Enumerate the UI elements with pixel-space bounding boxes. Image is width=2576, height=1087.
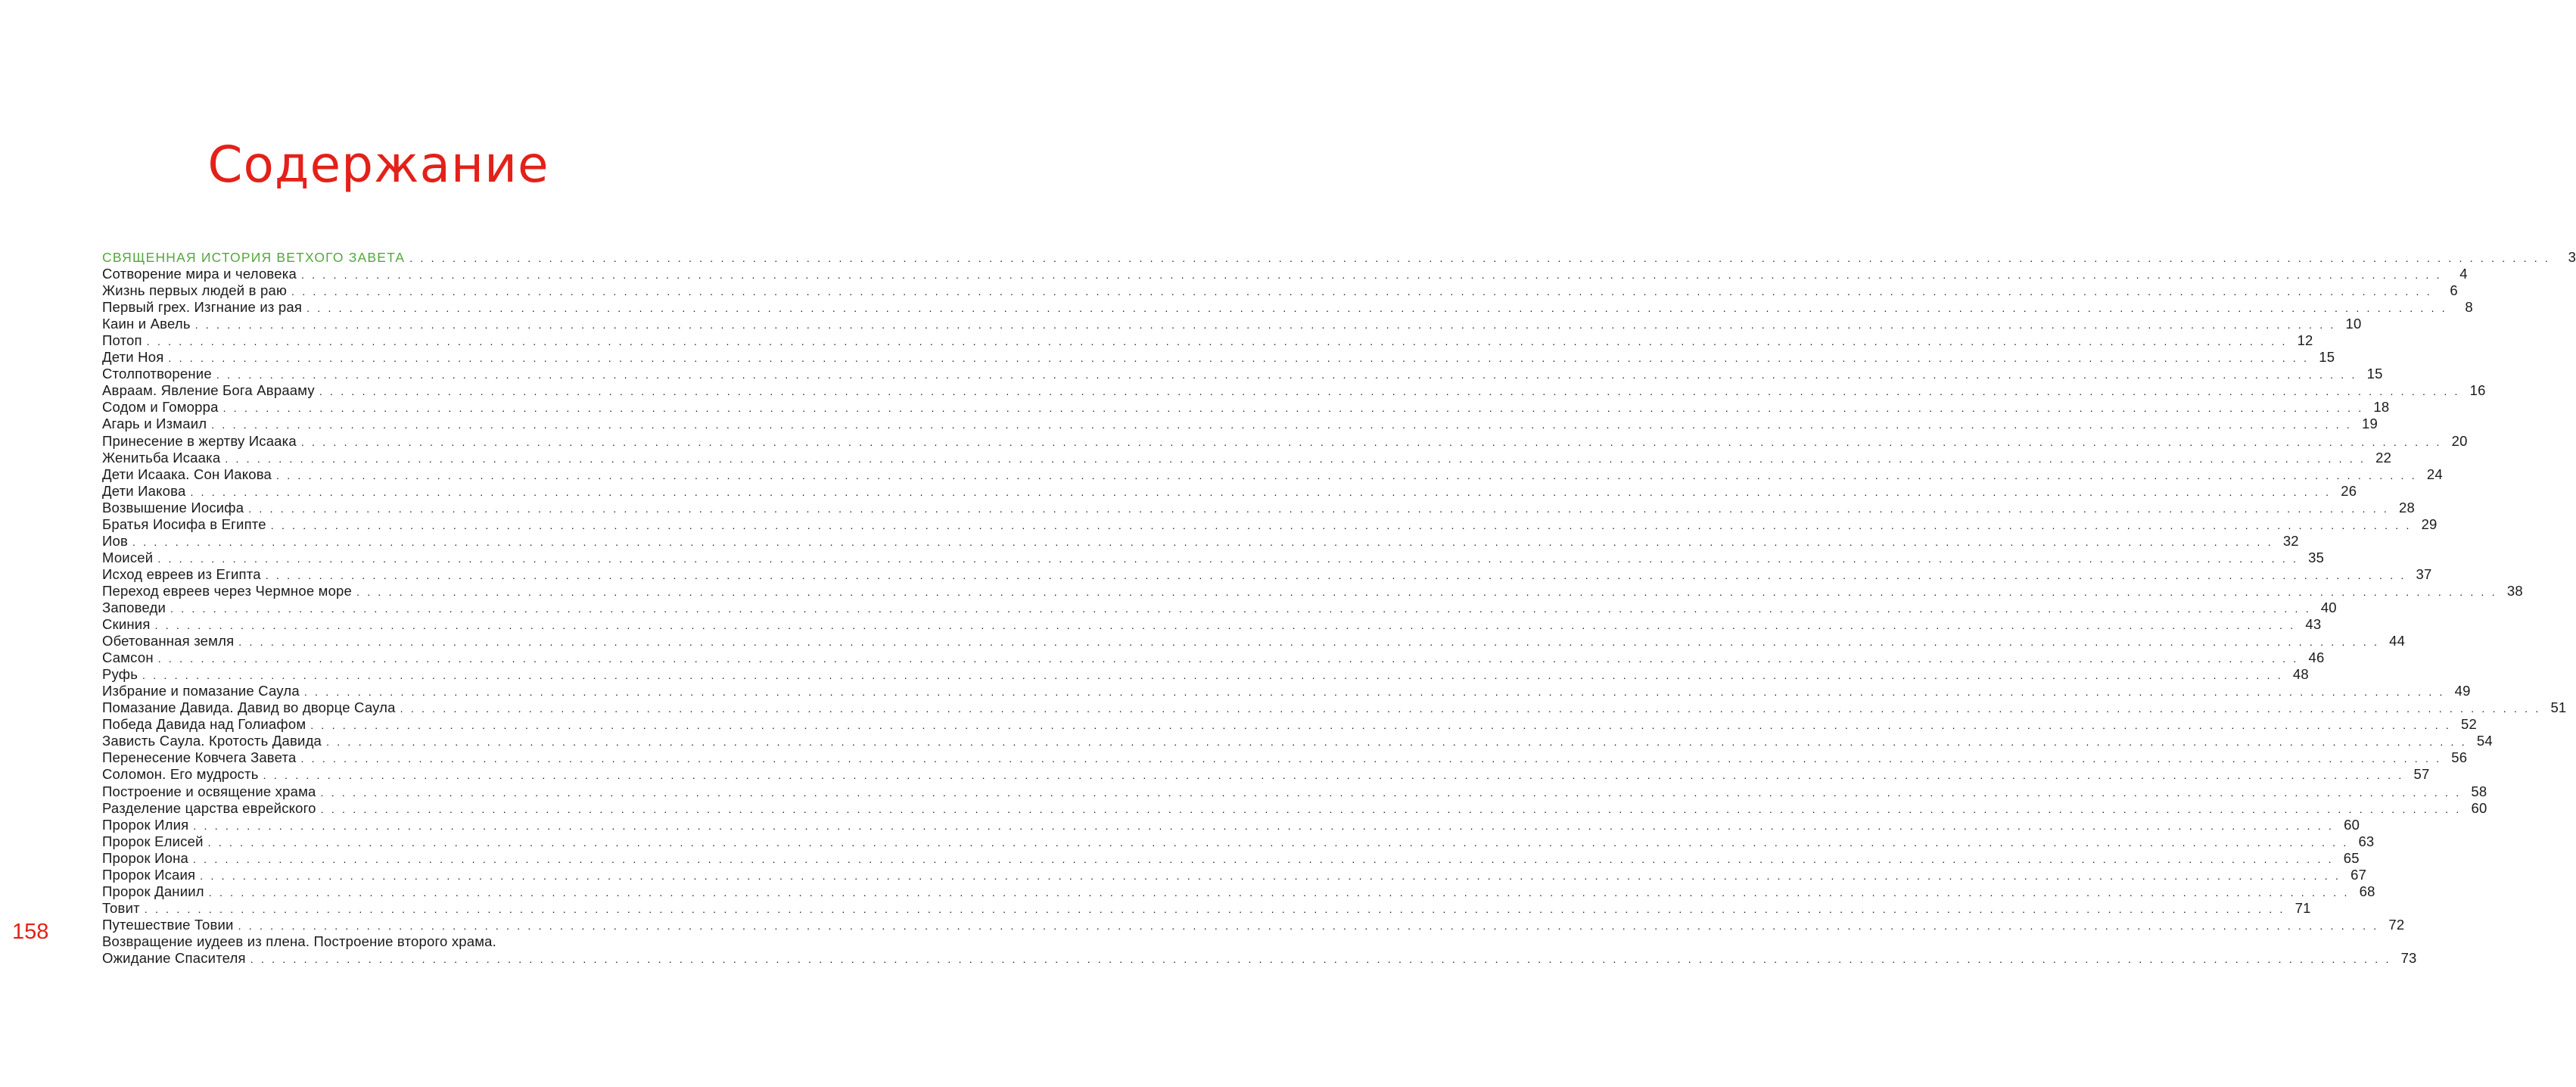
dot-leader: . . . . . . . . . . . . . . . . . . . . . . . . . . . . . . . . . . . . . . . . . . . . . . . . . . . . . . . . . . . . . . . . . . . . . . . . . . . . . . . . . . . . . . . . . . . . . . . . . . . . . . . . . . . . . . . . . . . . . . . . . . . . . . . . . . . . . . . . . . . . . . . . . . . . . . . . . . . . . . . . . . . . . . . . . . . . . . . . . . . . . . . . . . . . . . . . . . . . . . . . xyxy=(300,752,2442,765)
dot-leader: . . . . . . . . . . . . . . . . . . . . . . . . . . . . . . . . . . . . . . . . . . . . . . . . . . . . . . . . . . . . . . . . . . . . . . . . . . . . . . . . . . . . . . . . . . . . . . . . . . . . . . . . . . . . . . . . . . . . . . . . . . . . . . . . . . . . . . . . . . . . . . . . . . . . . . . . . . . . . . . . . . . . . . . . . . . . . . . . . . . . . . . . . . . . . . . . . . . . . . . . xyxy=(248,502,2389,515)
dot-leader: . . . . . . . . . . . . . . . . . . . . . . . . . . . . . . . . . . . . . . . . . . . . . . . . . . . . . . . . . . . . . . . . . . . . . . . . . . . . . . . . . . . . . . . . . . . . . . . . . . . . . . . . . . . . . . . . . . . . . . . . . . . . . . . . . . . . . . . . . . . . . . . . . . . . . . . . . . . . . . . . . . . . . . . . . . . . . . . . . . . . . . . . . . . . . . . . . . . . . . . . xyxy=(142,669,2283,682)
dot-leader: . . . . . . . . . . . . . . . . . . . . . . . . . . . . . . . . . . . . . . . . . . . . . . . . . . . . . . . . . . . . . . . . . . . . . . . . . . . . . . . . . . . . . . . . . . . . . . . . . . . . . . . . . . . . . . . . . . . . . . . . . . . . . . . . . . . . . . . . . . . . . . . . . . . . . . . . . . . . . . . . . . . . . . . . . . . . . . . . . . . . . . . . . . . . . . . . . . . . . . . . xyxy=(190,485,2332,498)
dot-leader: . . . . . . . . . . . . . . . . . . . . . . . . . . . . . . . . . . . . . . . . . . . . . . . . . . . . . . . . . . . . . . . . . . . . . . . . . . . . . . . . . . . . . . . . . . . . . . . . . . . . . . . . . . . . . . . . . . . . . . . . . . . . . . . . . . . . . . . . . . . . . . . . . . . . . . . . . . . . . . . . . . . . . . . . . . . . . . . . . . . . . . . . . . . . . . . . . . . . . . . . xyxy=(193,819,2335,832)
toc-entry xyxy=(102,949,2417,967)
dot-leader: . . . . . . . . . . . . . . . . . . . . . . . . . . . . . . . . . . . . . . . . . . . . . . . . . . . . . . . . . . . . . . . . . . . . . . . . . . . . . . . . . . . . . . . . . . . . . . . . . . . . . . . . . . . . . . . . . . . . . . . . . . . . . . . . . . . . . . . . . . . . . . . . . . . . . . . . . . . . . . . . . . . . . . . . . . . . . . . . . . . . . . . . . . . . . . . . . . . . . . . . xyxy=(132,535,2273,548)
toc-entry-page: 68 xyxy=(2359,883,2375,899)
dot-leader: . . . . . . . . . . . . . . . . . . . . . . . . . . . . . . . . . . . . . . . . . . . . . . . . . . . . . . . . . . . . . . . . . . . . . . . . . . . . . . . . . . . . . . . . . . . . . . . . . . . . . . . . . . . . . . . . . . . . . . . . . . . . . . . . . . . . . . . . . . . . . . . . . . . . . . . . . . . . . . . . . . . . . . . . . . . . . . . . . . . . . . . . . . . . . . . . . . . . . . . . xyxy=(320,786,2462,799)
toc-entry-title: Руфь xyxy=(102,666,138,683)
toc-entry-title: Жизнь первых людей в раю xyxy=(102,282,288,299)
toc-entry xyxy=(102,282,2458,299)
toc-entry-page: 48 xyxy=(2292,666,2309,683)
toc-entry xyxy=(102,716,2478,733)
page-title: Содержание xyxy=(207,135,549,194)
dot-leader: . . . . . . . . . . . . . . . . . . . . . . . . . . . . . . . . . . . . . . . . . . . . . . . . . . . . . . . . . . . . . . . . . . . . . . . . . . . . . . . . . . . . . . . . . . . . . . . . . . . . . . . . . . . . . . . . . . . . . . . . . . . . . . . . . . . . . . . . . . . . . . . . . . . . . . . . . . . . . . . . . . . . . . . . . . . . . . . . . . . . . . . . . . . . . . . . . . . . . . . . xyxy=(306,302,2447,315)
toc-entry-title: Пророк Илия xyxy=(102,816,189,833)
toc-entry-title: Дети Иакова xyxy=(102,482,186,499)
toc-entry xyxy=(102,616,2322,633)
toc-entry-title: Товит xyxy=(102,899,140,916)
toc-entry-title: Разделение царства еврейского xyxy=(102,799,316,816)
toc-entry-title: Авраам. Явление Бога Аврааму xyxy=(102,382,315,399)
toc-entry-page: 19 xyxy=(2362,416,2378,432)
toc-entry-page: 15 xyxy=(2319,349,2335,366)
toc-entry-title: Иов xyxy=(102,532,129,549)
toc-entry xyxy=(102,482,2357,500)
toc-entry-title: Избрание и помазание Саула xyxy=(102,683,300,699)
toc-entry-title: Моисей xyxy=(102,549,154,565)
dot-leader: . . . . . . . . . . . . . . . . . . . . . . . . . . . . . . . . . . . . . . . . . . . . . . . . . . . . . . . . . . . . . . . . . . . . . . . . . . . . . . . . . . . . . . . . . . . . . . . . . . . . . . . . . . . . . . . . . . . . . . . . . . . . . . . . . . . . . . . . . . . . . . . . . . . . . . . . . . . . . . . . . . . . . . . . . . . . . . . . . . . . . . . . . . . . . . . . . . . . . . . . xyxy=(208,886,2350,899)
toc-entry xyxy=(102,849,2360,867)
toc-entry xyxy=(102,416,2378,432)
toc-entry-page: 44 xyxy=(2389,633,2406,649)
toc-entry xyxy=(102,783,2487,800)
dot-leader: . . . . . . . . . . . . . . . . . . . . . . . . . . . . . . . . . . . . . . . . . . . . . . . . . . . . . . . . . . . . . . . . . . . . . . . . . . . . . . . . . . . . . . . . . . . . . . . . . . . . . . . . . . . . . . . . . . . . . . . . . . . . . . . . . . . . . . . . . . . . . . . . . . . . . . . . . . . . . . . . . . . . . . . . . . . . . . . . . . . . . . . . . . . . . . . . . . . . . . . . xyxy=(146,335,2288,348)
toc-entry-title: СВЯЩЕННАЯ ИСТОРИЯ ВЕТХОГО ЗАВЕТА xyxy=(102,250,406,265)
toc-entry-page: 60 xyxy=(2471,799,2487,816)
toc-entry xyxy=(102,316,2362,332)
toc-entry xyxy=(102,549,2325,566)
toc-entry-title: Построение и освящение храма xyxy=(102,783,316,799)
toc-entry-page: 38 xyxy=(2506,582,2523,599)
toc-entry xyxy=(102,382,2486,399)
toc-entry xyxy=(102,532,2299,550)
toc-entry-title: Содом и Гоморра xyxy=(102,399,219,416)
toc-entry xyxy=(102,766,2430,783)
toc-entry-page: 18 xyxy=(2373,399,2390,416)
toc-entry xyxy=(102,933,674,950)
toc-entry-page: 8 xyxy=(2465,299,2473,316)
toc-entry-page: 29 xyxy=(2421,515,2438,532)
toc-entry xyxy=(102,449,2392,466)
toc-entry xyxy=(102,899,2311,917)
dot-leader: . . . . . . . . . . . . . . . . . . . . . . . . . . . . . . . . . . . . . . . . . . . . . . . . . . . . . . . . . . . . . . . . . . . . . . . . . . . . . . . . . . . . . . . . . . . . . . . . . . . . . . . . . . . . . . . . . . . . . . . . . . . . . . . . . . . . . . . . . . . . . . . . . . . . . . . . . . . . . . . . . . . . . . . . . . . . . . . . . . . . . . . . . . . . . . . . . . . . . . . . xyxy=(144,902,2285,915)
toc-entry-page: 71 xyxy=(2294,899,2311,916)
toc-entry-title: Агарь и Измаил xyxy=(102,416,207,432)
toc-entry-title: Путешествие Товии xyxy=(102,916,234,933)
toc-entry-title: Первый грех. Изгнание из рая xyxy=(102,299,303,316)
toc-entry-title: Братья Иосифа в Египте xyxy=(102,515,266,532)
toc-entry-page: 65 xyxy=(2343,849,2360,866)
toc-entry-title: Победа Давида над Голиафом xyxy=(102,716,306,733)
dot-leader: . . . . . . . . . . . . . . . . . . . . . . . . . . . . . . . . . . . . . . . . . . . . . . . . . . . . . . . . . . . . . . . . . . . . . . . . . . . . . . . . . . . . . . . . . . . . . . . . . . . . . . . . . . . . . . . . . . . . . . . . . . . . . . . . . . . . . . . . . . . . . . . . . . . . . . . . . . . . . . . . . . . . . . . . . . . . . . . . . . . . . . . . . . . . . . . . . . . . . . . . xyxy=(168,352,2310,365)
toc-entry xyxy=(102,515,2438,533)
toc-entry-title: Скиния xyxy=(102,616,151,633)
toc-entry-page: 52 xyxy=(2461,716,2478,733)
toc-entry xyxy=(102,599,2337,616)
toc-entry-page: 32 xyxy=(2282,532,2299,549)
toc-entry xyxy=(102,749,2468,766)
toc-entry-page: 51 xyxy=(2550,699,2567,716)
toc-entry-title: Самсон xyxy=(102,649,154,666)
dot-leader: . . . . . . . . . . . . . . . . . . . . . . . . . . . . . . . . . . . . . . . . . . . . . . . . . . . . . . . . . . . . . . . . . . . . . . . . . . . . . . . . . . . . . . . . . . . . . . . . . . . . . . . . . . . . . . . . . . . . . . . . . . . . . . . . . . . . . . . . . . . . . . . . . . . . . . . . . . . . . . . . . . . . . . . . . . . . . . . . . . . . . . . . . . . . . . . . . . . . . . . . xyxy=(207,836,2349,849)
dot-leader: . . . . . . . . . . . . . . . . . . . . . . . . . . . . . . . . . . . . . . . . . . . . . . . . . . . . . . . . . . . . . . . . . . . . . . . . . . . . . . . . . . . . . . . . . . . . . . . . . . . . . . . . . . . . . . . . . . . . . . . . . . . . . . . . . . . . . . . . . . . . . . . . . . . . . . . . . . . . . . . . . . . . . . . . . . . . . . . . . . . . . . . . . . . . . . . . . . . . . . . . xyxy=(320,802,2462,815)
dot-leader: . . . . . . . . . . . . . . . . . . . . . . . . . . . . . . . . . . . . . . . . . . . . . . . . . . . . . . . . . . . . . . . . . . . . . . . . . . . . . . . . . . . . . . . . . . . . . . . . . . . . . . . . . . . . . . . . . . . . . . . . . . . . . . . . . . . . . . . . . . . . . . . . . . . . . . . . . . . . . . . . . . . . . . . . . . . . . . . . . . . . . . . . . . . . . . . . . . . . . . . . xyxy=(238,919,2379,932)
dot-leader: . . . . . . . . . . . . . . . . . . . . . . . . . . . . . . . . . . . . . . . . . . . . . . . . . . . . . . . . . . . . . . . . . . . . . . . . . . . . . . . . . . . . . . . . . . . . . . . . . . . . . . . . . . . . . . . . . . . . . . . . . . . . . . . . . . . . . . . . . . . . . . . . . . . . . . . . . . . . . . . . . . . . . . . . . . . . . . . . . . . . . . . . . . . . . . . . . . . . . . . . xyxy=(326,736,2467,749)
toc-entry-page: 22 xyxy=(2375,449,2392,466)
toc-entry xyxy=(102,633,2406,649)
toc-entry-page: 43 xyxy=(2305,616,2322,633)
toc-entry-page: 3 xyxy=(2568,249,2576,265)
toc-entry-page: 73 xyxy=(2400,949,2417,966)
dot-leader: . . . . . . . . . . . . . . . . . . . . . . . . . . . . . . . . . . . . . . . . . . . . . . . . . . . . . . . . . . . . . . . . . . . . . . . . . . . . . . . . . . . . . . . . . . . . . . . . . . . . . . . . . . . . . . . . . . . . . . . . . . . . . . . . . . . . . . . . . . . . . . . . . . . . . . . . . . . . . . . . . . . . . . . . . . . . . . . . . . . . . . . . . . . . . . . . . . . . . . . . xyxy=(157,552,2299,565)
toc-entry-title: Заповеди xyxy=(102,599,166,615)
toc-entry-title: Женитьба Исаака xyxy=(102,449,221,466)
dot-leader: . . . . . . . . . . . . . . . . . . . . . . . . . . . . . . . . . . . . . . . . . . . . . . . . . . . . . . . . . . . . . . . . . . . . . . . . . . . . . . . . . . . . . . . . . . . . . . . . . . . . . . . . . . . . . . . . . . . . . . . . . . . . . . . . . . . . . . . . . . . . . . . . . . . . . . . . . . . . . . . . . . . . . . . . . . . . . . . . . . . . . . . . . . . . . . . . . . . . . . . . xyxy=(194,319,2336,332)
toc-entry-title: Пророк Даниил xyxy=(102,883,204,899)
toc-entry xyxy=(102,833,2375,850)
toc-entry-page: 10 xyxy=(2345,316,2362,332)
toc-entry xyxy=(102,649,2325,666)
dot-leader: . . . . . . . . . . . . . . . . . . . . . . . . . . . . . . . . . . . . . . . . . . . . . . . . . . . . . . . . . . . . . . . . . . . . . . . . . . . . . . . . . . . . . . . . . . . . . . . . . . . . . . . . . . . . . . . . . . . . . . . . . . . . . . . . . . . . . . . . . . . . . . . . . . . . . . . . . . . . . . . . . . . . . . . . . . . . . . . . . . . . . . . . . . . . . . . . . . . . . . . . xyxy=(222,402,2364,415)
dot-leader: . . . . . . . . . . . . . . . . . . . . . . . . . . . . . . . . . . . . . . . . . . . . . . . . . . . . . . . . . . . . . . . . . . . . . . . . . . . . . . . . . . . . . . . . . . . . . . . . . . . . . . . . . . . . . . . . . . . . . . . . . . . . . . . . . . . . . . . . . . . . . . . . . . . . . . . . . . . . . . . . . . . . . . . . . . . . . . . . . . . . . . . . . . . . . . . . . . . . . . . . xyxy=(400,702,2541,715)
toc-entry-page: 37 xyxy=(2416,565,2432,582)
dot-leader: . . . . . . . . . . . . . . . . . . . . . . . . . . . . . . . . . . . . . . . . . . . . . . . . . . . . . . . . . . . . . . . . . . . . . . . . . . . . . . . . . . . . . . . . . . . . . . . . . . . . . . . . . . . . . . . . . . . . . . . . . . . . . . . . . . . . . . . . . . . . . . . . . . . . . . . . . . . . . . . . . . . . . . . . . . . . . . . . . . . . . . . . . . . . . . . . . . . . . . . . xyxy=(291,285,2432,298)
toc-entry xyxy=(102,499,2415,516)
toc-entry-title: Каин и Авель xyxy=(102,316,191,332)
toc-entry xyxy=(102,666,2309,683)
dot-leader: . . . . . . . . . . . . . . . . . . . . . . . . . . . . . . . . . . . . . . . . . . . . . . . . . . . . . . . . . . . . . . . . . . . . . . . . . . . . . . . . . . . . . . . . . . . . . . . . . . . . . . . . . . . . . . . . . . . . . . . . . . . . . . . . . . . . . . . . . . . . . . . . . . . . . . . . . . . . . . . . . . . . . . . . . . . . . . . . . . . . . . . . . . . . . . . . . . . . . . . . xyxy=(265,568,2406,581)
table-of-contents xyxy=(102,249,2576,967)
toc-entry-title: Ожидание Спасителя xyxy=(102,949,246,966)
dot-leader: . . . . . . . . . . . . . . . . . . . . . . . . . . . . . . . . . . . . . . . . . . . . . . . . . . . . . . . . . . . . . . . . . . . . . . . . . . . . . . . . . . . . . . . . . . . . . . . . . . . . . . . . . . . . . . . . . . . . . . . . . . . . . . . . . . . . . . . . . . . . . . . . . . . . . . . . . . . . . . . . . . . . . . . . . . . . . . . . . . . . . . . . . . . . . . . . . . . . . . . . xyxy=(157,653,2299,665)
toc-entry-page: 12 xyxy=(2297,332,2313,349)
dot-leader: . . . . . . . . . . . . . . . . . . . . . . . . . . . . . . . . . . . . . . . . . . . . . . . . . . . . . . . . . . . . . . . . . . . . . . . . . . . . . . . . . . . . . . . . . . . . . . . . . . . . . . . . . . . . . . . . . . . . . . . . . . . . . . . . . . . . . . . . . . . . . . . . . . . . . . . . . . . . . . . . . . . . . . . . . . . . . . . . . . . . . . . . . . . . . . . . . . . . . . . . xyxy=(154,619,2296,632)
toc-entry xyxy=(102,699,2567,716)
toc-entry-page: 40 xyxy=(2320,599,2337,615)
dot-leader: . . . . . . . . . . . . . . . . . . . . . . . . . . . . . . . . . . . . . . . . . . . . . . . . . . . . . . . . . . . . . . . . . . . . . . . . . . . . . . . . . . . . . . . . . . . . . . . . . . . . . . . . . . . . . . . . . . . . . . . . . . . . . . . . . . . . . . . . . . . . . . . . . . . . . . . . . . . . . . . . . . . . . . . . . . . . . . . . . . . . . . . . . . . . . . . . . . . . . . . . xyxy=(170,602,2311,615)
toc-entry-title: Пророк Елисей xyxy=(102,833,204,849)
toc-entry xyxy=(102,816,2360,833)
toc-entry xyxy=(102,466,2443,483)
toc-entry-page: 26 xyxy=(2341,482,2357,499)
toc-entry-title: Столпотворение xyxy=(102,366,212,382)
toc-section-heading xyxy=(102,249,2576,266)
dot-leader: . . . . . . . . . . . . . . . . . . . . . . . . . . . . . . . . . . . . . . . . . . . . . . . . . . . . . . . . . . . . . . . . . . . . . . . . . . . . . . . . . . . . . . . . . . . . . . . . . . . . . . . . . . . . . . . . . . . . . . . . . . . . . . . . . . . . . . . . . . . . . . . . . . . . . . . . . . . . . . . . . . . . . . . . . . . . . . . . . . . . . . . . . . . . . . . . . . . . . . . . xyxy=(200,869,2341,882)
toc-entry xyxy=(102,299,2473,316)
toc-entry-page: 16 xyxy=(2469,382,2486,399)
toc-entry-title: Зависть Саула. Кротость Давида xyxy=(102,733,322,749)
toc-entry xyxy=(102,366,2383,382)
toc-entry xyxy=(102,399,2390,416)
dot-leader: . . . . . . . . . . . . . . . . . . . . . . . . . . . . . . . . . . . . . . . . . . . . . . . . . . . . . . . . . . . . . . . . . . . . . . . . . . . . . . . . . . . . . . . . . . . . . . . . . . . . . . . . . . . . . . . . . . . . . . . . . . . . . . . . . . . . . . . . . . . . . . . . . . . . . . . . . . . . . . . . . . . . . . . . . . . . . . . . . . . . . . . . . . . . . . . . . . . . . . . . xyxy=(216,369,2357,382)
toc-entry-title: Дети Ноя xyxy=(102,349,164,366)
dot-leader: . . . . . . . . . . . . . . . . . . . . . . . . . . . . . . . . . . . . . . . . . . . . . . . . . . . . . . . . . . . . . . . . . . . . . . . . . . . . . . . . . . . . . . . . . . . . . . . . . . . . . . . . . . . . . . . . . . . . . . . . . . . . . . . . . . . . . . . . . . . . . . . . . . . . . . . . . . . . . . . . . . . . . . . . . . . . . . . . . . . . . . . . . . . . . . . . . . . . . . . . xyxy=(300,269,2442,282)
toc-entry-title: Исход евреев из Египта xyxy=(102,565,261,582)
dot-leader: . . . . . . . . . . . . . . . . . . . . . . . . . . . . . . . . . . . . . . . . . . . . . . . . . . . . . . . . . . . . . . . . . . . . . . . . . . . . . . . . . . . . . . . . . . . . . . . . . . . . . . . . . . . . . . . . . . . . . . . . . . . . . . . . . . . . . . . . . . . . . . . . . . . . . . . . . . . . . . . . . . . . . . . . . . . . . . . . . . . . . . . . . . . . . . . . . . . . . . . . xyxy=(211,419,2353,431)
toc-entry-page: 54 xyxy=(2476,733,2493,749)
toc-entry-page: 35 xyxy=(2308,549,2325,565)
toc-entry xyxy=(102,866,2367,883)
toc-entry-title: Потоп xyxy=(102,332,142,349)
toc-entry xyxy=(102,332,2313,349)
page-number: 158 xyxy=(12,920,49,944)
toc-entry-title: Пророк Исаия xyxy=(102,866,196,883)
toc-entry-page: 67 xyxy=(2350,866,2367,883)
dot-leader: . . . . . . . . . . . . . . . . . . . . . . . . . . . . . . . . . . . . . . . . . . . . . . . . . . . . . . . . . . . . . . . . . . . . . . . . . . . . . . . . . . . . . . . . . . . . . . . . . . . . . . . . . . . . . . . . . . . . . . . . . . . . . . . . . . . . . . . . . . . . . . . . . . . . . . . . . . . . . . . . . . . . . . . . . . . . . . . . . . . . . . . . . . . . . . . . . . . . . . . . xyxy=(356,585,2497,598)
toc-entry-page: 15 xyxy=(2366,366,2383,382)
dot-leader: . . . . . . . . . . . . . . . . . . . . . . . . . . . . . . . . . . . . . . . . . . . . . . . . . . . . . . . . . . . . . . . . . . . . . . . . . . . . . . . . . . . . . . . . . . . . . . . . . . . . . . . . . . . . . . . . . . . . . . . . . . . . . . . . . . . . . . . . . . . . . . . . . . . . . . . . . . . . . . . . . . . . . . . . . . . . . . . . . . . . . . . . . . . . . . . . . . . . . . . . xyxy=(409,252,2551,264)
toc-entry-page: 49 xyxy=(2454,683,2471,699)
toc-entry-page: 57 xyxy=(2413,766,2430,783)
toc-entry-page: 24 xyxy=(2426,466,2443,482)
toc-entry-page: 6 xyxy=(2450,282,2458,299)
toc-entry-title: Сотворение мира и человека xyxy=(102,266,297,282)
toc-entry-page: 58 xyxy=(2471,783,2487,799)
toc-entry-page: 63 xyxy=(2358,833,2375,849)
dot-leader: . . . . . . . . . . . . . . . . . . . . . . . . . . . . . . . . . . . . . . . . . . . . . . . . . . . . . . . . . . . . . . . . . . . . . . . . . . . . . . . . . . . . . . . . . . . . . . . . . . . . . . . . . . . . . . . . . . . . . . . . . . . . . . . . . . . . . . . . . . . . . . . . . . . . . . . . . . . . . . . . . . . . . . . . . . . . . . . . . . . . . . . . . . . . . . . . . . . . . . . . xyxy=(303,686,2445,699)
toc-entry-page: 4 xyxy=(2459,266,2468,282)
toc-entry xyxy=(102,883,2375,900)
dot-leader: . . . . . . . . . . . . . . . . . . . . . . . . . . . . . . . . . . . . . . . . . . . . . . . . . . . . . . . . . . . . . . . . . . . . . . . . . . . . . . . . . . . . . . . . . . . . . . . . . . . . . . . . . . . . . . . . . . . . . . . . . . . . . . . . . . . . . . . . . . . . . . . . . . . . . . . . . . . . . . . . . . . . . . . . . . . . . . . . . . . . . . . . . . . . . . . . . . . . . . . . xyxy=(276,469,2417,481)
toc-entry xyxy=(102,799,2487,817)
toc-entry-page: 60 xyxy=(2344,816,2360,833)
toc-entry-page: 72 xyxy=(2388,916,2405,933)
toc-entry-title: Возвращение иудеев из плена. Построение второго храма. xyxy=(102,933,496,949)
toc-entry-title: Принесение в жертву Исаака xyxy=(102,432,297,449)
toc-entry-title: Возвышение Иосифа xyxy=(102,499,244,515)
toc-entry xyxy=(102,916,2405,933)
toc-entry xyxy=(102,733,2493,749)
toc-entry xyxy=(102,349,2335,366)
dot-leader: . . . . . . . . . . . . . . . . . . . . . . . . . . . . . . . . . . . . . . . . . . . . . . . . . . . . . . . . . . . . . . . . . . . . . . . . . . . . . . . . . . . . . . . . . . . . . . . . . . . . . . . . . . . . . . . . . . . . . . . . . . . . . . . . . . . . . . . . . . . . . . . . . . . . . . . . . . . . . . . . . . . . . . . . . . . . . . . . . . . . . . . . . . . . . . . . . . . . . . . . xyxy=(300,435,2442,448)
toc-entry-title: Обетованная земля xyxy=(102,633,235,649)
toc-entry-title: Перенесение Ковчега Завета xyxy=(102,749,297,766)
toc-entry-page: 28 xyxy=(2399,499,2415,515)
toc-entry xyxy=(102,582,2523,600)
toc-entry-page: 20 xyxy=(2451,432,2468,449)
dot-leader: . . . . . . . . . . . . . . . . . . . . . . . . . . . . . . . . . . . . . . . . . . . . . . . . . . . . . . . . . . . . . . . . . . . . . . . . . . . . . . . . . . . . . . . . . . . . . . . . . . . . . . . . . . . . . . . . . . . . . . . . . . . . . . . . . . . . . . . . . . . . . . . . . . . . . . . . . . . . . . . . . . . . . . . . . . . . . . . . . . . . . . . . . . . . . . . . . . . . . . . . xyxy=(238,636,2380,649)
toc-entry-title: Дети Исаака. Сон Иакова xyxy=(102,466,272,482)
dot-leader: . . . . . . . . . . . . . . . . . . . . . . . . . . . . . . . . . . . . . . . . . . . . . . . . . . . . . . . . . . . . . . . . . . . . . . . . . . . . . . . . . . . . . . . . . . . . . . . . . . . . . . . . . . . . . . . . . . . . . . . . . . . . . . . . . . . . . . . . . . . . . . . . . . . . . . . . . . . . . . . . . . . . . . . . . . . . . . . . . . . . . . . . . . . . . . . . . . . . . . . . xyxy=(310,719,2452,732)
toc-entry xyxy=(102,266,2468,282)
dot-leader: . . . . . . . . . . . . . . . . . . . . . . . . . . . . . . . . . . . . . . . . . . . . . . . . . . . . . . . . . . . . . . . . . . . . . . . . . . . . . . . . . . . . . . . . . . . . . . . . . . . . . . . . . . . . . . . . . . . . . . . . . . . . . . . . . . . . . . . . . . . . . . . . . . . . . . . . . . . . . . . . . . . . . . . . . . . . . . . . . . . . . . . . . . . . . . . . . . . . . . . . xyxy=(192,852,2334,865)
dot-leader: . . . . . . . . . . . . . . . . . . . . . . . . . . . . . . . . . . . . . . . . . . . . . . . . . . . . . . . . . . . . . . . . . . . . . . . . . . . . . . . . . . . . . . . . . . . . . . . . . . . . . . . . . . . . . . . . . . . . . . . . . . . . . . . . . . . . . . . . . . . . . . . . . . . . . . . . . . . . . . . . . . . . . . . . . . . . . . . . . . . . . . . . . . . . . . . . . . . . . . . . xyxy=(263,769,2404,782)
toc-entry-title: Соломон. Его мудрость xyxy=(102,766,259,783)
dot-leader: . . . . . . . . . . . . . . . . . . . . . . . . . . . . . . . . . . . . . . . . . . . . . . . . . . . . . . . . . . . . . . . . . . . . . . . . . . . . . . . . . . . . . . . . . . . . . . . . . . . . . . . . . . . . . . . . . . . . . . . . . . . . . . . . . . . . . . . . . . . . . . . . . . . . . . . . . . . . . . . . . . . . . . . . . . . . . . . . . . . . . . . . . . . . . . . . . . . . . . . . xyxy=(319,385,2460,398)
toc-entry-page: 46 xyxy=(2308,649,2325,666)
toc-entry-page: 56 xyxy=(2451,749,2468,766)
dot-leader: . . . . . . . . . . . . . . . . . . . . . . . . . . . . . . . . . . . . . . . . . . . . . . . . . . . . . . . . . . . . . . . . . . . . . . . . . . . . . . . . . . . . . . . . . . . . . . . . . . . . . . . . . . . . . . . . . . . . . . . . . . . . . . . . . . . . . . . . . . . . . . . . . . . . . . . . . . . . . . . . . . . . . . . . . . . . . . . . . . . . . . . . . . . . . . . . . . . . . . . . xyxy=(250,952,2391,965)
toc-entry-title: Переход евреев через Чермное море xyxy=(102,582,353,599)
toc-entry-title: Помазание Давида. Давид во дворце Саула xyxy=(102,699,396,716)
toc-entry xyxy=(102,683,2471,699)
toc-entry xyxy=(102,432,2468,450)
toc-entry-title: Пророк Иона xyxy=(102,849,188,866)
toc-entry xyxy=(102,565,2432,583)
dot-leader: . . . . . . . . . . . . . . . . . . . . . . . . . . . . . . . . . . . . . . . . . . . . . . . . . . . . . . . . . . . . . . . . . . . . . . . . . . . . . . . . . . . . . . . . . . . . . . . . . . . . . . . . . . . . . . . . . . . . . . . . . . . . . . . . . . . . . . . . . . . . . . . . . . . . . . . . . . . . . . . . . . . . . . . . . . . . . . . . . . . . . . . . . . . . . . . . . . . . . . . . xyxy=(225,452,2366,465)
dot-leader: . . . . . . . . . . . . . . . . . . . . . . . . . . . . . . . . . . . . . . . . . . . . . . . . . . . . . . . . . . . . . . . . . . . . . . . . . . . . . . . . . . . . . . . . . . . . . . . . . . . . . . . . . . . . . . . . . . . . . . . . . . . . . . . . . . . . . . . . . . . . . . . . . . . . . . . . . . . . . . . . . . . . . . . . . . . . . . . . . . . . . . . . . . . . . . . . . . . . . . . . xyxy=(270,519,2412,531)
